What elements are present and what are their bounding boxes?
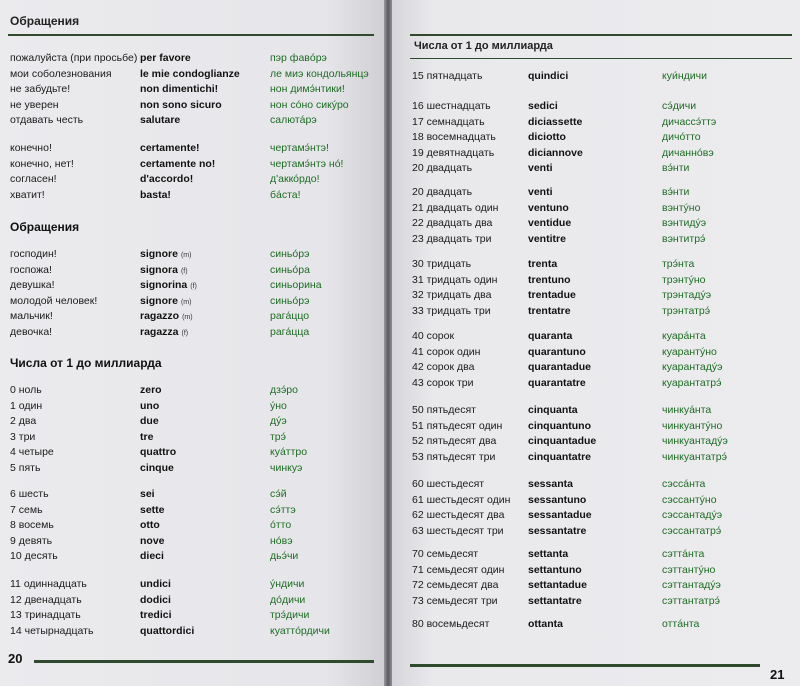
russian-text: мальчик! <box>10 310 53 322</box>
book-gutter <box>384 0 392 686</box>
italian-text: quarantuno <box>528 345 586 358</box>
transcription-text: сэссантýно <box>662 493 717 506</box>
italian-text: settantatre <box>528 594 582 607</box>
italian-text: sei <box>140 488 155 500</box>
right-page <box>392 0 800 686</box>
russian-text: 63 шестьдесят три <box>412 524 504 537</box>
transcription-text: сэттантатрэ́ <box>662 594 720 607</box>
italian-text: le mie condoglianze <box>140 67 240 80</box>
russian-text: 73 семьдесят три <box>412 594 498 607</box>
transcription-text: куáттро <box>270 446 308 458</box>
transcription-text: ле миэ кондольянцэ <box>270 67 369 80</box>
russian-text: 41 сорок один <box>412 345 481 358</box>
russian-text: отдавать честь <box>10 114 84 126</box>
russian-text: конечно, нет! <box>10 157 74 170</box>
italian-text: sessanta <box>528 478 573 490</box>
transcription-text: сэссантадýэ <box>662 509 723 521</box>
transcription-text: куаттóрдичи <box>270 624 330 637</box>
italian-text: per favore <box>140 52 191 64</box>
italian-text: settantuno <box>528 563 582 576</box>
transcription-text: рагáццо <box>270 310 310 322</box>
transcription-text: дичаннóвэ <box>662 146 714 159</box>
transcription-text: дьэ́чи <box>270 550 299 562</box>
transcription-text: ýно <box>270 399 287 412</box>
transcription-text: вэ́нти <box>662 186 690 198</box>
italian-text: ventuno <box>528 201 569 214</box>
italian-text: certamente no! <box>140 157 216 170</box>
italian-text: signorina (f) <box>140 279 197 291</box>
italian-text: sette <box>140 503 165 516</box>
italian-text: zero <box>140 384 162 396</box>
transcription-text: вэнтýно <box>662 201 701 214</box>
section-title-address: Обращения <box>10 220 80 234</box>
transcription-text: трэнтатрэ́ <box>662 304 711 317</box>
left-page <box>0 0 384 686</box>
transcription-text: трэнтадýэ <box>662 289 712 301</box>
italian-text: venti <box>528 162 553 174</box>
russian-text: 17 семнадцать <box>412 115 485 128</box>
italian-text: settanta <box>528 548 569 560</box>
transcription-text: трэнтýно <box>662 273 706 286</box>
transcription-text: оттáнта <box>662 618 700 630</box>
transcription-text: дичассэ́ттэ <box>662 115 717 128</box>
italian-text: quattro <box>140 446 177 458</box>
italian-text: sessantuno <box>528 493 587 506</box>
gender-marker: (m) <box>180 298 192 306</box>
transcription-text: трэ́ <box>270 430 287 443</box>
italian-text: non dimentichi! <box>140 83 219 95</box>
italian-text: sessantadue <box>528 509 592 521</box>
russian-text: 20 двадцать <box>412 162 473 174</box>
transcription-text: чертамэ́нтэ! <box>270 142 329 154</box>
italian-text: dieci <box>140 550 164 562</box>
russian-text: 3 три <box>10 430 36 443</box>
italian-text: settantadue <box>528 579 587 591</box>
italian-text: tre <box>140 430 154 443</box>
italian-text: uno <box>140 399 160 412</box>
russian-text: хватит! <box>10 188 45 201</box>
russian-text: 4 четыре <box>10 446 54 458</box>
italian-text: certamente! <box>140 142 200 154</box>
russian-text: девушка! <box>10 279 55 291</box>
russian-text: 31 тридцать один <box>412 273 498 286</box>
italian-text: d'accordo! <box>140 173 194 185</box>
italian-text: basta! <box>140 188 171 201</box>
transcription-text: дзэ́ро <box>270 384 298 396</box>
italian-text: salutare <box>140 114 181 126</box>
transcription-text: куи́ндичи <box>662 70 707 82</box>
header-rule <box>410 34 792 36</box>
russian-text: 30 тридцать <box>412 258 472 270</box>
russian-text: конечно! <box>10 142 52 154</box>
italian-text: trentatre <box>528 304 571 317</box>
russian-text: 71 семьдесят один <box>412 563 505 576</box>
italian-text: trenta <box>528 258 558 270</box>
russian-text: 8 восемь <box>10 519 54 531</box>
transcription-text: бáста! <box>270 188 301 201</box>
transcription-text: дичóтто <box>662 131 701 143</box>
russian-text: 5 пять <box>10 461 41 474</box>
transcription-text: синьóра <box>270 263 310 276</box>
italian-text: cinque <box>140 461 174 474</box>
gender-marker: (m) <box>180 252 192 259</box>
italian-text: cinquantatre <box>528 450 592 463</box>
transcription-text: чинкуантадýэ <box>662 435 728 447</box>
russian-text: 61 шестьдесят один <box>412 493 511 506</box>
italian-text: dodici <box>140 593 171 606</box>
russian-text: 62 шестьдесят два <box>412 509 505 521</box>
transcription-text: нон димэ́нтики! <box>270 83 345 95</box>
russian-text: 22 двадцать два <box>412 217 493 229</box>
russian-text: 12 двенадцать <box>10 593 82 606</box>
russian-text: девочка! <box>10 325 53 338</box>
italian-text: quarantadue <box>528 361 592 373</box>
russian-text: 11 одиннадцать <box>10 578 87 590</box>
italian-text: diciotto <box>528 131 566 143</box>
page-number: 20 <box>8 651 23 666</box>
italian-text: ragazzo (m) <box>140 310 193 322</box>
russian-text: 19 девятнадцать <box>412 146 495 159</box>
russian-text: 18 восемнадцать <box>412 131 496 143</box>
russian-text: 2 два <box>10 415 37 427</box>
transcription-text: синьорина <box>270 279 322 291</box>
transcription-text: чинкуэ <box>270 461 303 474</box>
transcription-text: ýндичи <box>270 578 305 590</box>
russian-text: не забудьте! <box>10 83 71 95</box>
russian-text: 42 сорок два <box>412 361 475 373</box>
transcription-text: пэр фавóрэ <box>270 52 327 64</box>
transcription-text: куарáнта <box>662 330 706 342</box>
russian-text: 14 четырнадцать <box>10 624 94 637</box>
russian-text: 21 двадцать один <box>412 201 499 214</box>
russian-text: 50 пятьдесят <box>412 404 476 416</box>
italian-text: ottanta <box>528 618 563 630</box>
transcription-text: чертамэ́нтэ нó! <box>270 157 344 170</box>
russian-text: 0 ноль <box>10 384 42 396</box>
russian-text: 32 тридцать два <box>412 289 492 301</box>
transcription-text: куарантýно <box>662 345 717 358</box>
russian-text: 1 один <box>10 399 43 412</box>
header-rule-lower <box>410 58 792 59</box>
transcription-text: чинкуáнта <box>662 404 712 416</box>
transcription-text: сэ́ттэ <box>270 503 296 516</box>
transcription-text: дýэ <box>270 415 287 427</box>
transcription-text: синьóрэ <box>270 294 310 307</box>
transcription-text: вэнтитрэ́ <box>662 232 706 245</box>
transcription-text: сэссáнта <box>662 478 706 490</box>
transcription-text: трэ́дичи <box>270 609 310 621</box>
russian-text: 72 семьдесят два <box>412 579 499 591</box>
italian-text: quindici <box>528 70 569 82</box>
russian-text: 80 восемьдесят <box>412 618 490 630</box>
russian-text: 10 десять <box>10 550 58 562</box>
italian-text: due <box>140 415 159 427</box>
gender-marker: (m) <box>182 314 193 321</box>
russian-text: 16 шестнадцать <box>412 100 491 112</box>
russian-text: 7 семь <box>10 503 43 516</box>
russian-text: господин! <box>10 248 57 260</box>
transcription-text: чинкуантýно <box>662 419 723 432</box>
transcription-text: куарантатрэ́ <box>662 376 722 389</box>
transcription-text: салютáрэ <box>270 114 317 126</box>
transcription-text: сэссантатрэ́ <box>662 524 722 537</box>
russian-text: госпожа! <box>10 263 52 276</box>
italian-text: undici <box>140 578 171 590</box>
italian-text: venti <box>528 186 553 198</box>
russian-text: 33 тридцать три <box>412 304 491 317</box>
page-number: 21 <box>770 667 785 682</box>
italian-text: signore (m) <box>140 248 192 260</box>
russian-text: 40 сорок <box>412 330 455 342</box>
italian-text: ventitre <box>528 232 566 245</box>
italian-text: sedici <box>528 100 558 112</box>
russian-text: согласен! <box>10 173 57 185</box>
transcription-text: трэ́нта <box>662 258 695 270</box>
italian-text: sessantatre <box>528 524 587 537</box>
gender-marker: (f) <box>190 283 197 290</box>
russian-text: 9 девять <box>10 534 53 547</box>
transcription-text: нóвэ <box>270 534 293 547</box>
russian-text: 15 пятнадцать <box>412 70 483 82</box>
transcription-text: вэ́нти <box>662 162 690 174</box>
transcription-text: óтто <box>270 519 292 531</box>
transcription-text: рагáцца <box>270 325 310 338</box>
footer-rule <box>410 664 760 667</box>
italian-text: ventidue <box>528 217 572 229</box>
italian-text: diciannove <box>528 146 583 159</box>
transcription-text: сэттантýно <box>662 563 716 576</box>
gender-marker: (f) <box>180 267 188 275</box>
transcription-text: д'аккóрдо! <box>270 173 320 185</box>
italian-text: cinquanta <box>528 404 578 416</box>
russian-text: молодой человек! <box>10 294 98 307</box>
header-rule <box>8 34 374 36</box>
italian-text: non sono sicuro <box>140 98 222 111</box>
italian-text: ragazza (f) <box>140 325 189 338</box>
russian-text: 70 семьдесят <box>412 548 479 560</box>
transcription-text: сэттáнта <box>662 548 705 560</box>
italian-text: trentadue <box>528 289 576 301</box>
transcription-text: нон сóно сикýро <box>270 98 349 111</box>
italian-text: trentuno <box>528 273 571 286</box>
transcription-text: синьóрэ <box>270 248 310 260</box>
running-head: Числа от 1 до миллиарда <box>414 40 553 52</box>
russian-text: не уверен <box>10 98 59 111</box>
italian-text: diciassette <box>528 115 583 128</box>
russian-text: 20 двадцать <box>412 186 473 198</box>
transcription-text: сэ́й <box>270 488 287 500</box>
russian-text: 23 двадцать три <box>412 232 492 245</box>
transcription-text: чинкуантатрэ́ <box>662 450 727 463</box>
transcription-text: дóдичи <box>270 593 306 606</box>
italian-text: cinquantadue <box>528 435 597 447</box>
russian-text: 53 пятьдесят три <box>412 450 496 463</box>
italian-text: tredici <box>140 609 172 621</box>
italian-text: quaranta <box>528 330 573 342</box>
russian-text: пожалуйста (при просьбе) <box>10 52 138 64</box>
transcription-text: сэттантадýэ <box>662 579 721 591</box>
transcription-text: куарантадýэ <box>662 361 723 373</box>
russian-text: 6 шесть <box>10 488 49 500</box>
russian-text: 43 сорок три <box>412 376 474 389</box>
section-title-numbers: Числа от 1 до миллиарда <box>10 356 162 370</box>
russian-text: 52 пятьдесят два <box>412 435 497 447</box>
russian-text: 60 шестьдесят <box>412 478 485 490</box>
italian-text: signore (m) <box>140 294 192 307</box>
italian-text: signora (f) <box>140 263 188 276</box>
italian-text: quattordici <box>140 624 195 637</box>
transcription-text: сэ́дичи <box>662 100 697 112</box>
russian-text: 13 тринадцать <box>10 609 81 621</box>
running-head: Обращения <box>10 14 80 28</box>
transcription-text: вэнтидýэ <box>662 217 707 229</box>
italian-text: cinquantuno <box>528 419 591 432</box>
russian-text: 51 пятьдесят один <box>412 419 503 432</box>
italian-text: quarantatre <box>528 376 586 389</box>
italian-text: otto <box>140 519 160 531</box>
italian-text: nove <box>140 534 165 547</box>
russian-text: мои соболезнования <box>10 67 112 80</box>
gender-marker: (f) <box>181 329 189 337</box>
footer-rule <box>34 660 374 663</box>
